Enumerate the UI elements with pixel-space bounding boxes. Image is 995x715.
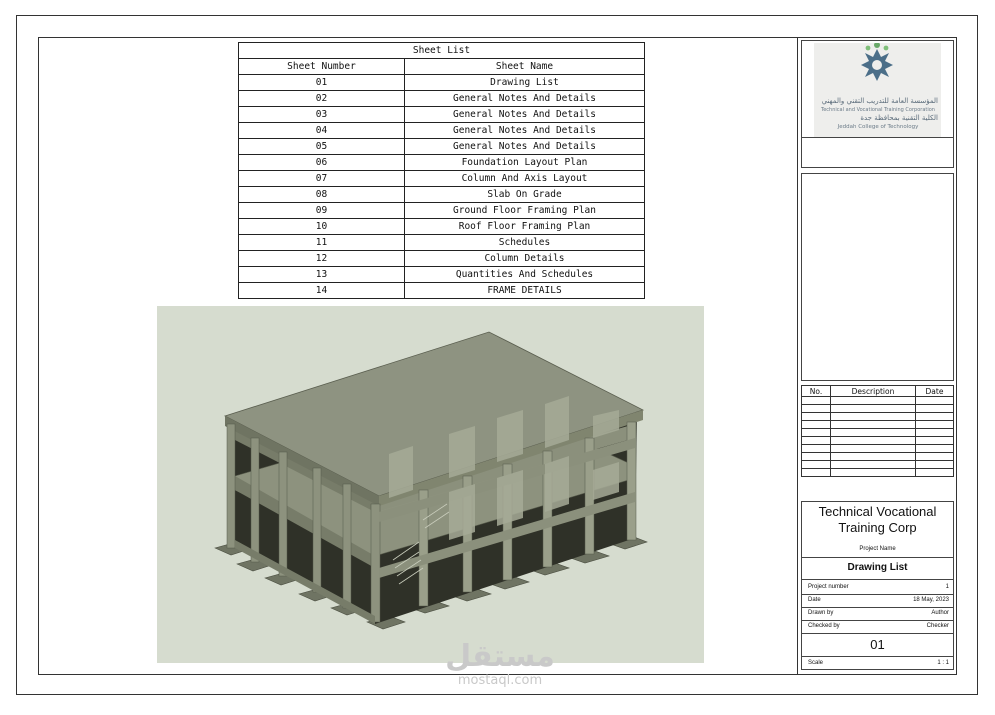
revision-cell (802, 397, 831, 405)
title-block-divider (797, 37, 798, 675)
sheet-list-row (239, 203, 645, 219)
revision-cell (802, 421, 831, 429)
revision-cell (916, 469, 954, 477)
sheet-number-cell: 11 (239, 235, 405, 251)
company-name: Technical Vocational Training Corp (818, 504, 937, 535)
sheet-number-cell: 12 (239, 251, 405, 267)
revision-cell (916, 397, 954, 405)
scale-value: 1 : 1 (937, 660, 949, 666)
field-value: 1 (945, 584, 949, 590)
revision-row (802, 429, 954, 437)
sheet-list-row (239, 107, 645, 123)
field-value: Author (931, 610, 949, 616)
column-header-sheet-number: Sheet Number (239, 59, 405, 75)
sheet-number-cell: 01 (239, 75, 405, 91)
sheet-number-cell: 04 (239, 123, 405, 139)
revision-row (802, 453, 954, 461)
field-label: Project number (808, 584, 849, 590)
revision-cell (831, 413, 916, 421)
sheet-name-cell: Ground Floor Framing Plan (405, 203, 645, 219)
logo-arabic-college: الكلية التقنية بمحافظة جدة (860, 114, 938, 122)
field-label: Checked by (808, 623, 840, 629)
sheet-number-cell: 09 (239, 203, 405, 219)
sheet-list-row (239, 155, 645, 171)
sheet-name-cell: General Notes And Details (405, 91, 645, 107)
sheet-name-cell: Quantities And Schedules (405, 267, 645, 283)
revision-header-description: Description (831, 386, 916, 397)
sheet-list-row (239, 267, 645, 283)
field-label: Date (808, 597, 821, 603)
divider (802, 633, 953, 634)
revision-header-date: Date (916, 386, 954, 397)
sheet-name-cell: Drawing List (405, 75, 645, 91)
project-name-label: Project Name (859, 546, 896, 552)
sheet-name-cell: General Notes And Details (405, 139, 645, 155)
sheet-list-row (239, 171, 645, 187)
revision-cell (831, 461, 916, 469)
sheet-title: Drawing List (847, 562, 908, 573)
revision-row (802, 413, 954, 421)
watermark-url: mostaql.com (457, 673, 543, 688)
revision-cell (916, 461, 954, 469)
college-logo (814, 43, 941, 138)
sheet-list-row (239, 139, 645, 155)
sheet-list-row (239, 251, 645, 267)
sheet-list-row (239, 187, 645, 203)
sheet-number-cell: 14 (239, 283, 405, 299)
sheet-list-row (239, 75, 645, 91)
sheet-number: 01 (870, 637, 885, 652)
revision-cell (802, 453, 831, 461)
revision-cell (802, 445, 831, 453)
revision-cell (916, 421, 954, 429)
revision-cell (802, 405, 831, 413)
revision-cell (802, 437, 831, 445)
logo-arabic-name: المؤسسة العامة للتدريب التقني والمهني (821, 97, 938, 105)
field-checked-by (802, 620, 953, 632)
revision-row (802, 437, 954, 445)
title-block-info (801, 501, 954, 670)
sheet-list-row (239, 123, 645, 139)
scale-label: Scale (808, 660, 824, 666)
revision-row (802, 405, 954, 413)
revision-cell (831, 397, 916, 405)
sheet-name-cell: General Notes And Details (405, 107, 645, 123)
revision-cell (831, 421, 916, 429)
sheet-list-body (239, 75, 645, 299)
revision-row (802, 469, 954, 477)
revision-row (802, 421, 954, 429)
sheet-number-cell: 06 (239, 155, 405, 171)
3d-structure-view[interactable] (157, 306, 704, 663)
revision-cell (916, 453, 954, 461)
watermark (430, 640, 570, 688)
sheet-list-row (239, 283, 645, 299)
watermark-arabic: مستقل (445, 639, 555, 674)
sheet-number-cell: 10 (239, 219, 405, 235)
revision-cell (916, 413, 954, 421)
revision-row (802, 397, 954, 405)
field-value: Checker (926, 623, 949, 629)
revision-cell (831, 437, 916, 445)
revision-cell (831, 445, 916, 453)
sheet-number-cell: 07 (239, 171, 405, 187)
field-drawn-by (802, 607, 953, 619)
revision-cell (802, 461, 831, 469)
revision-cell (802, 413, 831, 421)
sheet-number-cell: 02 (239, 91, 405, 107)
field-date (802, 594, 953, 606)
sheet-number-cell: 13 (239, 267, 405, 283)
revision-row (802, 445, 954, 453)
field-project-number (802, 581, 953, 593)
sheet-list-row (239, 219, 645, 235)
revision-header-no: No. (802, 386, 831, 397)
revision-cell (802, 469, 831, 477)
revision-cell (916, 445, 954, 453)
logo-emblem-icon (814, 43, 941, 93)
sheet-name-cell: Schedules (405, 235, 645, 251)
sheet-name-cell: Column Details (405, 251, 645, 267)
sheet-list-row (239, 91, 645, 107)
field-label: Drawn by (808, 610, 834, 616)
sheet-name-cell: General Notes And Details (405, 123, 645, 139)
revision-cell (916, 437, 954, 445)
revision-cell (831, 405, 916, 413)
column-header-sheet-name: Sheet Name (405, 59, 645, 75)
revision-cell (916, 429, 954, 437)
sheet-name-cell: Column And Axis Layout (405, 171, 645, 187)
title-block-logo (801, 40, 954, 168)
building-frame-drawing (157, 306, 704, 663)
sheet-number-cell: 03 (239, 107, 405, 123)
logo-english-name: Technical and Vocational Training Corporation (821, 107, 935, 113)
sheet-list-row (239, 235, 645, 251)
field-value: 18 May, 2023 (913, 597, 949, 603)
revision-cell (831, 429, 916, 437)
sheet-list-title: Sheet List (239, 43, 645, 59)
divider (802, 579, 953, 580)
logo-divider (802, 137, 953, 138)
sheet-number-cell: 08 (239, 187, 405, 203)
revision-cell (831, 453, 916, 461)
sheet-name-cell: FRAME DETAILS (405, 283, 645, 299)
sheet-name-cell: Slab On Grade (405, 187, 645, 203)
logo-english-college: Jeddah College of Technology (837, 124, 919, 130)
title-block-blank-area (801, 173, 954, 381)
revision-row (802, 461, 954, 469)
divider (802, 557, 953, 558)
sheet-number-cell: 05 (239, 139, 405, 155)
revision-cell (802, 429, 831, 437)
revision-cell (916, 405, 954, 413)
sheet-list-table (238, 42, 645, 299)
field-scale (802, 657, 953, 669)
sheet-name-cell: Roof Floor Framing Plan (405, 219, 645, 235)
revision-cell (831, 469, 916, 477)
revision-body (802, 397, 954, 477)
revision-table (801, 385, 954, 477)
sheet-name-cell: Foundation Layout Plan (405, 155, 645, 171)
